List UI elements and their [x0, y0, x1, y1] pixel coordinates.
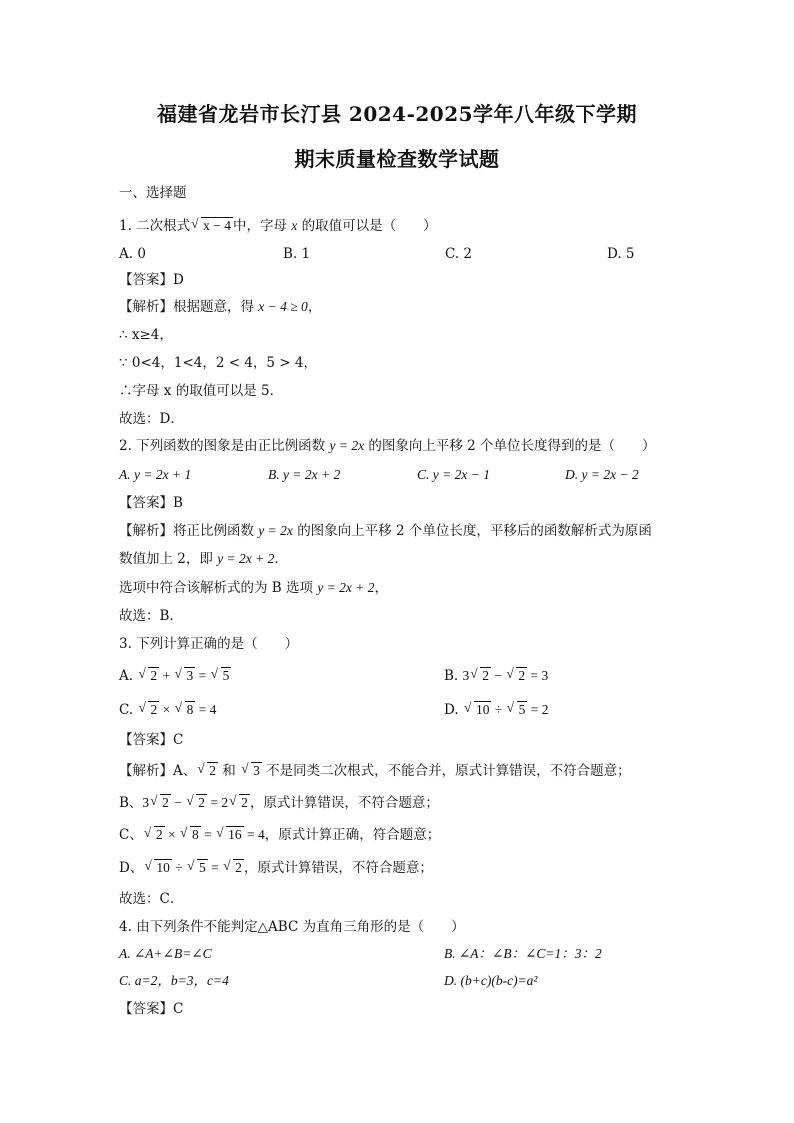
- question-2-stem: 2. 下列函数的图象是由正比例函数 y = 2x 的图象向上平移 2 个单位长度得到的是（ ）: [119, 438, 656, 454]
- question-1-option-a: A. 0: [119, 246, 146, 262]
- question-3-explanation-c: C、√ 2 × √ 8 = √ 16 = 4，原式计算正确，符合题意；: [119, 825, 440, 845]
- section-heading: 一、选择题: [119, 185, 187, 201]
- question-3-option-c: C. √ 2 × √ 8 = 4: [119, 700, 216, 720]
- question-3-conclusion: 故选：C．: [119, 891, 184, 907]
- document-title-line1: 福建省龙岩市长汀县 2024-2025学年八年级下学期: [156, 102, 638, 126]
- question-2-option-a: A. y = 2x + 1: [119, 467, 192, 482]
- question-1-option-b: B. 1: [283, 246, 311, 262]
- question-2-answer: 【答案】B: [119, 495, 183, 511]
- question-2-option-c: C. y = 2x − 1: [417, 467, 490, 482]
- question-3-explanation-b: B、3√ 2 − √ 2 = 2√ 2 ，原式计算错误，不符合题意；: [119, 793, 439, 813]
- question-1-explanation-5: 故选：D．: [119, 411, 184, 427]
- question-3-explanation-d: D、√ 10 ÷ √ 5 = √ 2 ，原式计算错误，不符合题意；: [119, 858, 433, 878]
- question-3-stem: 3. 下列计算正确的是（ ）: [119, 636, 299, 652]
- question-3-option-a: A. √ 2 + √ 3 = √ 5: [119, 666, 231, 686]
- question-1-explanation-3: ∵ 0<4，1<4，2 < 4，5 > 4，: [119, 355, 318, 371]
- question-1-explanation-2: ∴ x≥4，: [119, 327, 173, 343]
- question-1-stem: 1. 二次根式√ x − 4 中，字母 x 的取值可以是（ ）: [119, 216, 437, 236]
- question-1-answer: 【答案】D: [119, 272, 184, 288]
- question-4-stem: 4. 由下列条件不能判定△ABC 为直角三角形的是（ ）: [119, 919, 465, 935]
- question-2-option-d: D. y = 2x − 2: [565, 467, 639, 482]
- question-2-option-b: B. y = 2x + 2: [268, 467, 341, 482]
- question-2-explanation-2: 数值加上 2，即 y = 2x + 2．: [119, 551, 288, 567]
- question-2-explanation-1: 【解析】将正比例函数 y = 2x 的图象向上平移 2 个单位长度，平移后的函数解析式为原函: [119, 523, 652, 539]
- question-1-option-d: D. 5: [607, 246, 635, 262]
- question-1-explanation-1: 【解析】根据题意，得 x − 4 ≥ 0，: [119, 299, 322, 315]
- question-2-explanation-3: 选项中符合该解析式的为 B 选项 y = 2x + 2，: [119, 580, 389, 596]
- question-3-option-d: D. √ 10 ÷ √ 5 = 2: [444, 700, 548, 720]
- question-4-answer: 【答案】C: [119, 1001, 184, 1017]
- question-3-answer: 【答案】C: [119, 732, 184, 748]
- question-2-explanation-4: 故选：B．: [119, 608, 183, 624]
- question-4-option-b: B. ∠A：∠B：∠C=1：3：2: [444, 946, 602, 961]
- question-3-explanation-a: 【解析】A、√ 2 和 √ 3 不是同类二次根式，不能合并，原式计算错误，不符合题意；: [119, 761, 631, 781]
- question-4-option-a: A. ∠A+∠B=∠C: [119, 946, 212, 961]
- question-1-option-c: C. 2: [445, 246, 473, 262]
- question-4-option-c: C. a=2，b=3，c=4: [119, 973, 229, 988]
- question-1-explanation-4: ∴字母 x 的取值可以是 5．: [119, 383, 284, 399]
- question-4-option-d: D. (b+c)(b-c)=a²: [444, 973, 538, 988]
- question-3-option-b: B. 3√ 2 − √ 2 = 3: [444, 666, 548, 686]
- document-title-line2: 期末质量检查数学试题: [294, 147, 500, 171]
